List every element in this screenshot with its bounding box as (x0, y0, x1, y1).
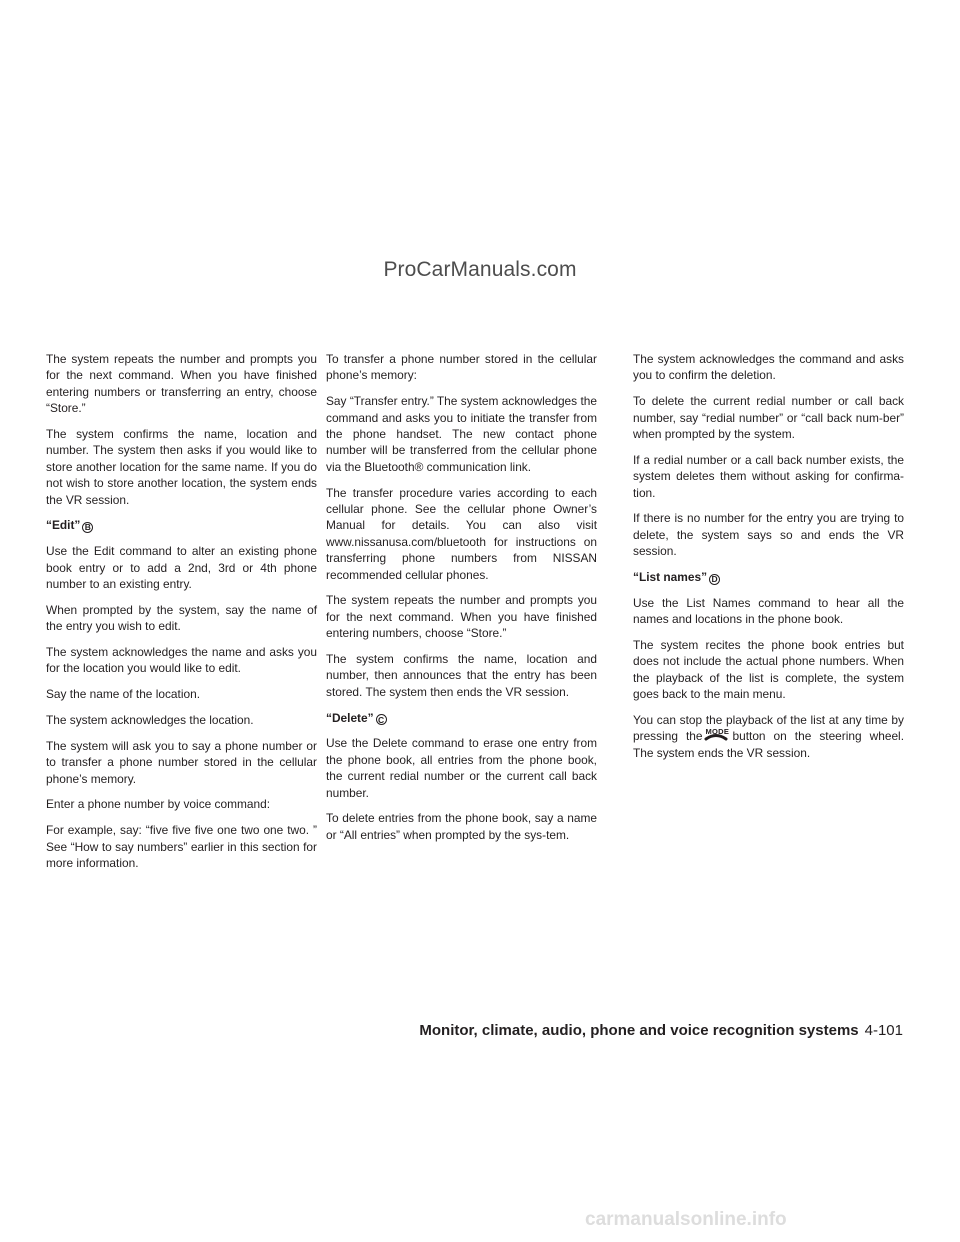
page-footer (419, 1022, 903, 1039)
paragraph: The system repeats the number and prompts you for the next command. When you have finished entering numbers, choose “Store.” (326, 593, 597, 641)
paragraph: The system recites the phone book entries but does not include the actual phone numbers. When the playback of the list is complete, the system goes back to the main menu. (633, 638, 904, 702)
paragraph: The system repeats the number and prompts you for the next command. When you have finished entering numbers or transferring an entry, choose “Store.” (46, 352, 317, 416)
paragraph: The transfer procedure varies according to each cellular phone. See the cellular phone Owner’s Manual for details. You can also visit www.nissanusa.com/bluetooth for instructions on transferring phone numbers from NISSAN recommended cellular phones. (326, 485, 597, 582)
watermark-carmanualsonline: carmanualsonline.info (585, 1209, 787, 1230)
mode-button-icon (702, 728, 732, 742)
marker-d-icon: D (709, 574, 720, 585)
paragraph: For example, say: “five five five one two one two. ” See “How to say numbers” earlier in this section for more information. (46, 823, 317, 871)
mode-icon-label: MODE (705, 727, 730, 737)
heading-list-names (633, 569, 904, 585)
footer-page-number: 4-101 (864, 1022, 903, 1039)
paragraph: Use the List Names command to hear all the names and locations in the phone book. (633, 595, 904, 627)
heading-edit-text: “Edit” (46, 518, 81, 533)
column-2 (326, 351, 597, 853)
paragraph: The system confirms the name, location and number, then announces that the entry has been stored. The system then ends the VR session. (326, 652, 597, 699)
paragraph-text: button on the steering wheel. The system ends the VR session. (633, 729, 904, 760)
marker-b-icon: B (82, 522, 93, 533)
paragraph-text: You can stop the playback of the list at any time by pressing the (633, 713, 904, 744)
paragraph: When prompted by the system, say the name of the entry you wish to edit. (46, 602, 317, 634)
heading-delete (326, 710, 597, 726)
paragraph: The system confirms the name, location and number. The system then asks if you would like to store another location for the same name. If you do not wish to store another location, the system ends the VR session. (46, 427, 317, 507)
paragraph: To delete the current redial number or call back number, say “redial number” or “call back num-ber” when prompted by the system. (633, 394, 904, 442)
paragraph: To transfer a phone number stored in the cellular phone’s memory: (326, 352, 597, 383)
heading-list-names-text: “List names” (633, 570, 708, 585)
column-1 (46, 351, 317, 881)
column-3 (633, 351, 904, 771)
paragraph: The system acknowledges the command and asks you to confirm the deletion. (633, 352, 904, 383)
paragraph: If there is no number for the entry you are trying to delete, the system says so and ends the VR session. (633, 511, 904, 559)
paragraph: Say “Transfer entry.” The system acknowledges the command and asks you to initiate the transfer from the phone handset. The new contact phone number will be transferred from the cellular phone via the Bluetooth® communication link. (326, 394, 597, 474)
paragraph: Use the Delete command to erase one entry from the phone book, all entries from the phone book, the current redial number or the current call back number. (326, 736, 597, 800)
paragraph: The system acknowledges the name and asks you for the location you would like to edit. (46, 645, 317, 676)
paragraph: Enter a phone number by voice command: (46, 797, 271, 812)
paragraph: Use the Edit command to alter an existing phone book entry or to add a 2nd, 3rd or 4th phone number to an existing entry. (46, 544, 317, 592)
watermark-procarmanuals: ProCarManuals.com (383, 258, 577, 281)
paragraph: Say the name of the location. (46, 687, 201, 702)
footer-section-title: Monitor, climate, audio, phone and voice recognition systems (419, 1022, 859, 1039)
paragraph: The system will ask you to say a phone number or to transfer a phone number stored in the cellular phone’s memory. (46, 738, 317, 786)
heading-edit (46, 517, 317, 533)
paragraph: To delete entries from the phone book, say a name or “All entries” when prompted by the sys-tem. (326, 811, 597, 842)
heading-delete-text: “Delete” (326, 710, 374, 725)
marker-c-icon: C (376, 714, 387, 725)
paragraph-mode-button (633, 712, 904, 761)
paragraph: If a redial number or a call back number exists, the system deletes them without asking for confirma-tion. (633, 452, 904, 500)
paragraph: The system acknowledges the location. (46, 713, 254, 728)
